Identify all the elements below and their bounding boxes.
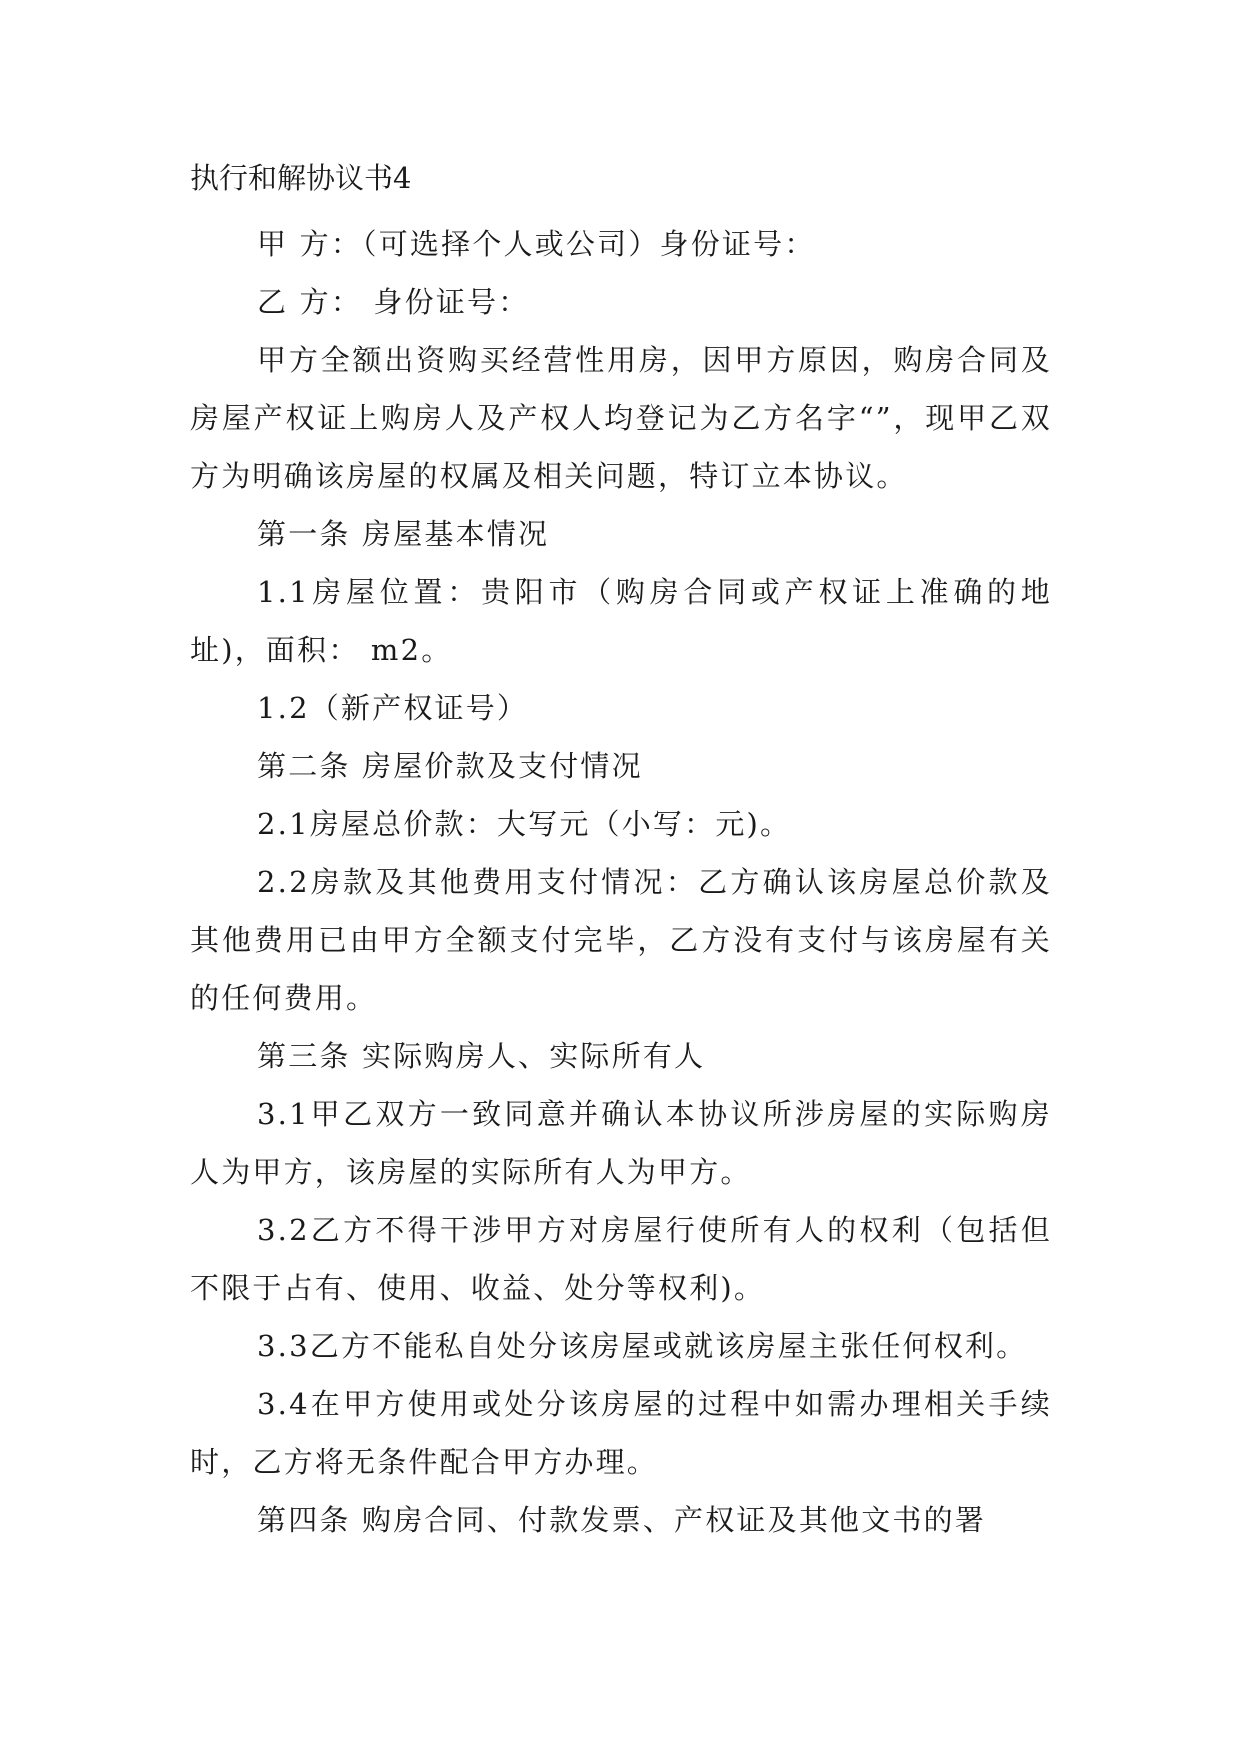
clause-2-2: 2.2房款及其他费用支付情况：乙方确认该房屋总价款及其他费用已由甲方全额支付完毕，乙方没有支付与该房屋有关的任何费用。 bbox=[190, 865, 1052, 1015]
party-b-line: 乙 方： 身份证号： bbox=[257, 285, 530, 319]
article-1-heading: 第一条 房屋基本情况 bbox=[257, 517, 550, 551]
article-2-heading: 第二条 房屋价款及支付情况 bbox=[257, 749, 643, 783]
preamble-paragraph: 甲方全额出资购买经营性用房，因甲方原因，购房合同及房屋产权证上购房人及产权人均登记为乙方名字“”，现甲乙双方为明确该房屋的权属及相关问题，特订立本协议。 bbox=[190, 343, 1052, 493]
clause-3-3: 3.3乙方不能私自处分该房屋或就该房屋主张任何权利。 bbox=[257, 1329, 1028, 1363]
clause-2-1: 2.1房屋总价款：大写元（小写：元)。 bbox=[257, 807, 792, 841]
document-title: 执行和解协议书4 bbox=[190, 161, 412, 195]
clause-3-4: 3.4在甲方使用或处分该房屋的过程中如需办理相关手续时，乙方将无条件配合甲方办理。 bbox=[190, 1387, 1052, 1479]
article-4-heading: 第四条 购房合同、付款发票、产权证及其他文书的署 bbox=[257, 1503, 987, 1537]
clause-1-2: 1.2（新产权证号） bbox=[257, 691, 529, 725]
document-body bbox=[190, 215, 1052, 1549]
article-3-heading: 第三条 实际购房人、实际所有人 bbox=[257, 1039, 706, 1073]
clause-1-1: 1.1房屋位置：贵阳市（购房合同或产权证上准确的地址)，面积： m2。 bbox=[190, 575, 1052, 667]
clause-3-1: 3.1甲乙双方一致同意并确认本协议所涉房屋的实际购房人为甲方，该房屋的实际所有人为甲方。 bbox=[190, 1097, 1052, 1189]
clause-3-2: 3.2乙方不得干涉甲方对房屋行使所有人的权利（包括但不限于占有、使用、收益、处分等权利)。 bbox=[190, 1213, 1052, 1305]
party-a-line: 甲 方：（可选择个人或公司）身份证号： bbox=[257, 227, 816, 261]
